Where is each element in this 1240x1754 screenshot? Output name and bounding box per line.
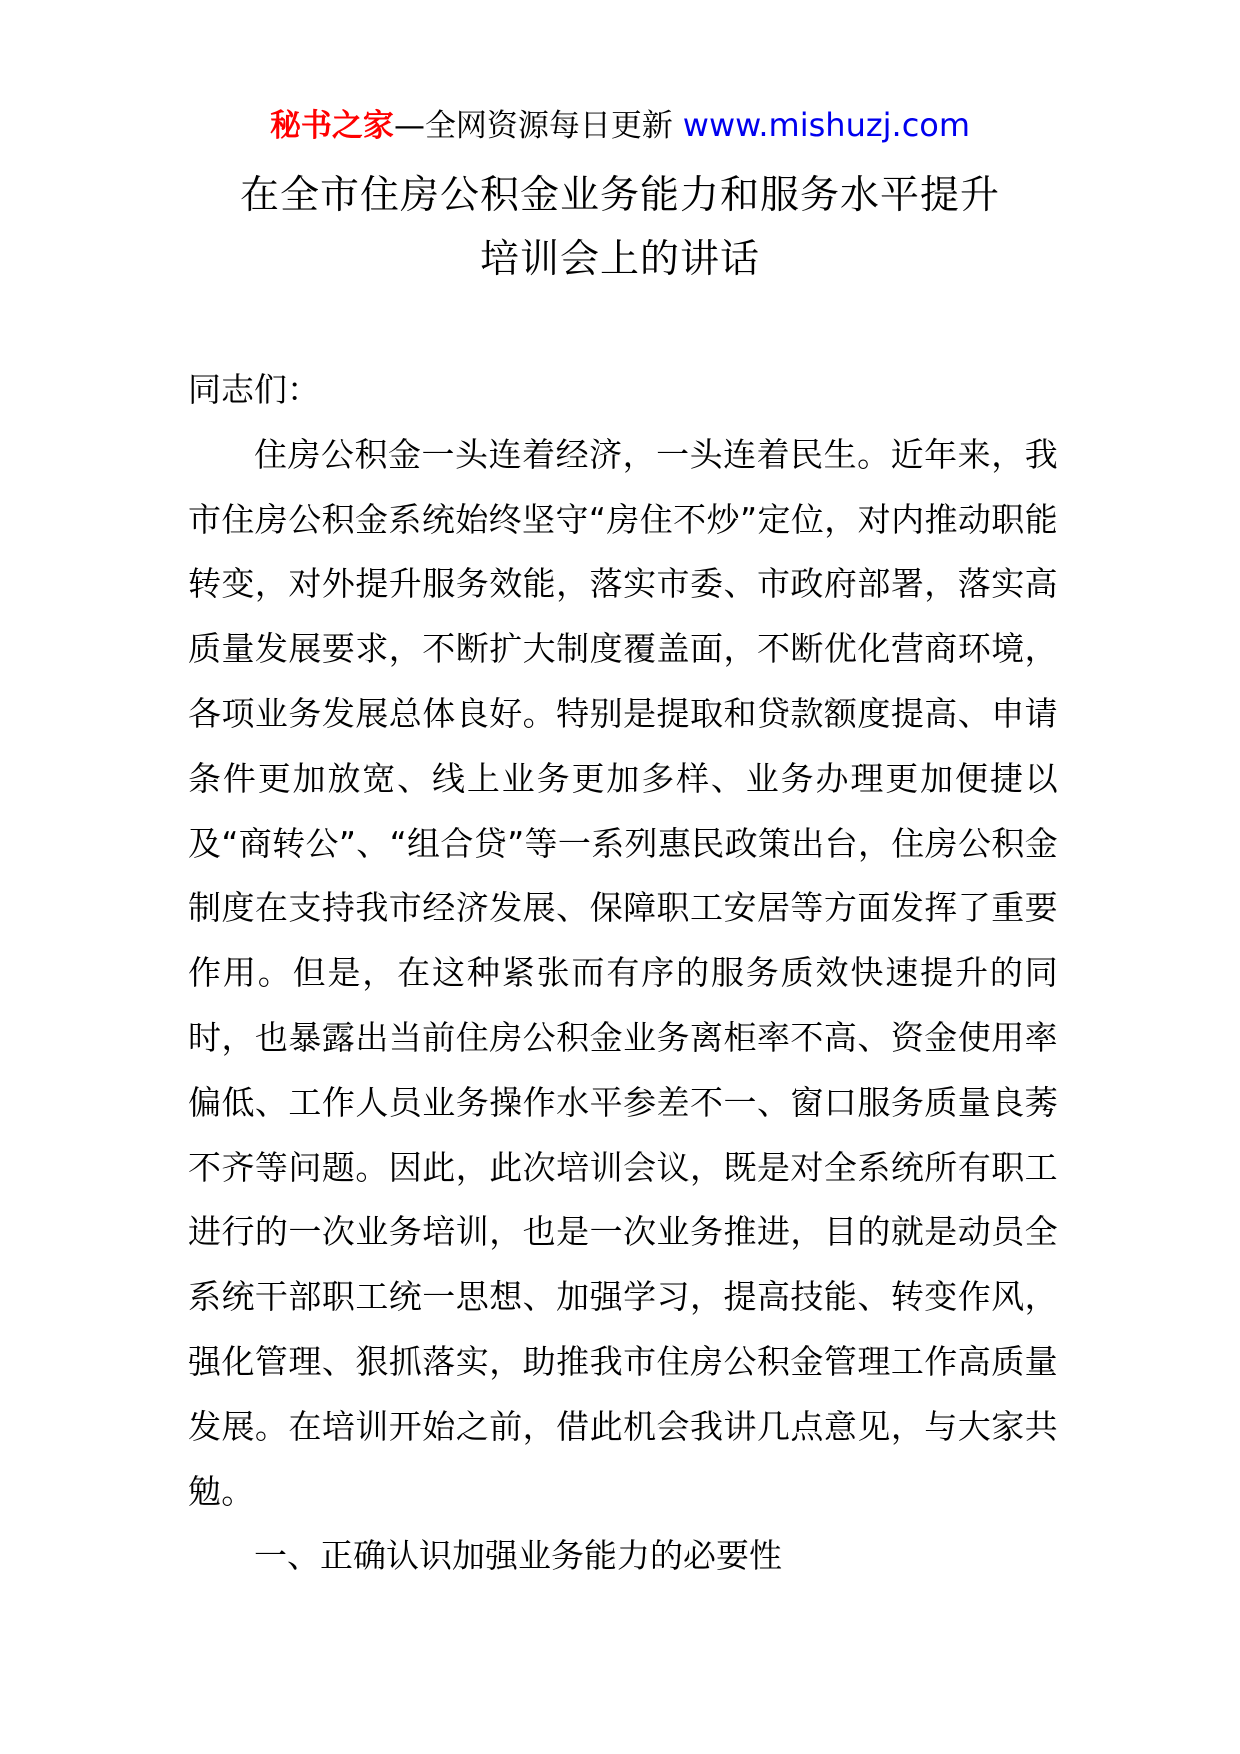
watermark-header <box>0 100 1240 151</box>
title-line-2: 培训会上的讲话 <box>479 237 760 282</box>
document-title <box>0 164 1240 292</box>
site-url[interactable]: www.mishuzj.com <box>682 106 971 144</box>
brand-name: 秘书之家 <box>269 108 394 144</box>
title-line-1: 在全市住房公积金业务能力和服务水平提升 <box>239 173 1000 218</box>
body-paragraph: 住房公积金一头连着经济，一头连着民生。近年来，我市住房公积金系统始终坚守“房住不炒”定位，对内推动职能转变，对外提升服务效能，落实市委、市政府部署，落实高质量发展要求，不断扩大制度覆盖面，不断优化营商环境，各项业务发展总体良好。特别是提取和贷款额度提高、申请条件更加放宽、线上业务更加多样、业务办理更加便捷以及“商转公”、“组合贷”等一系列惠民政策出台，住房公积金制度在支持我市经济发展、保障职工安居等方面发挥了重要作用。但是，在这种紧张而有序的服务质效快速提升的同时，也暴露出当前住房公积金业务离柜率不高、资金使用率偏低、工作人员业务操作水平参差不一、窗口服务质量良莠不齐等问题。因此，此次培训会议，既是对全系统所有职工进行的一次业务培训，也是一次业务推进，目的就是动员全系统干部职工统一思想、加强学习，提高技能、转变作风，强化管理、狠抓落实，助推我市住房公积金管理工作高质量发展。在培训开始之前，借此机会我讲几点意见，与大家共勉。 <box>188 434 1058 1511</box>
header-tagline: —全网资源每日更新 <box>393 108 673 144</box>
section-heading: 一、正确认识加强业务能力的必要性 <box>254 1536 782 1576</box>
salutation: 同志们： <box>188 370 320 409</box>
document-body <box>188 358 1058 1589</box>
